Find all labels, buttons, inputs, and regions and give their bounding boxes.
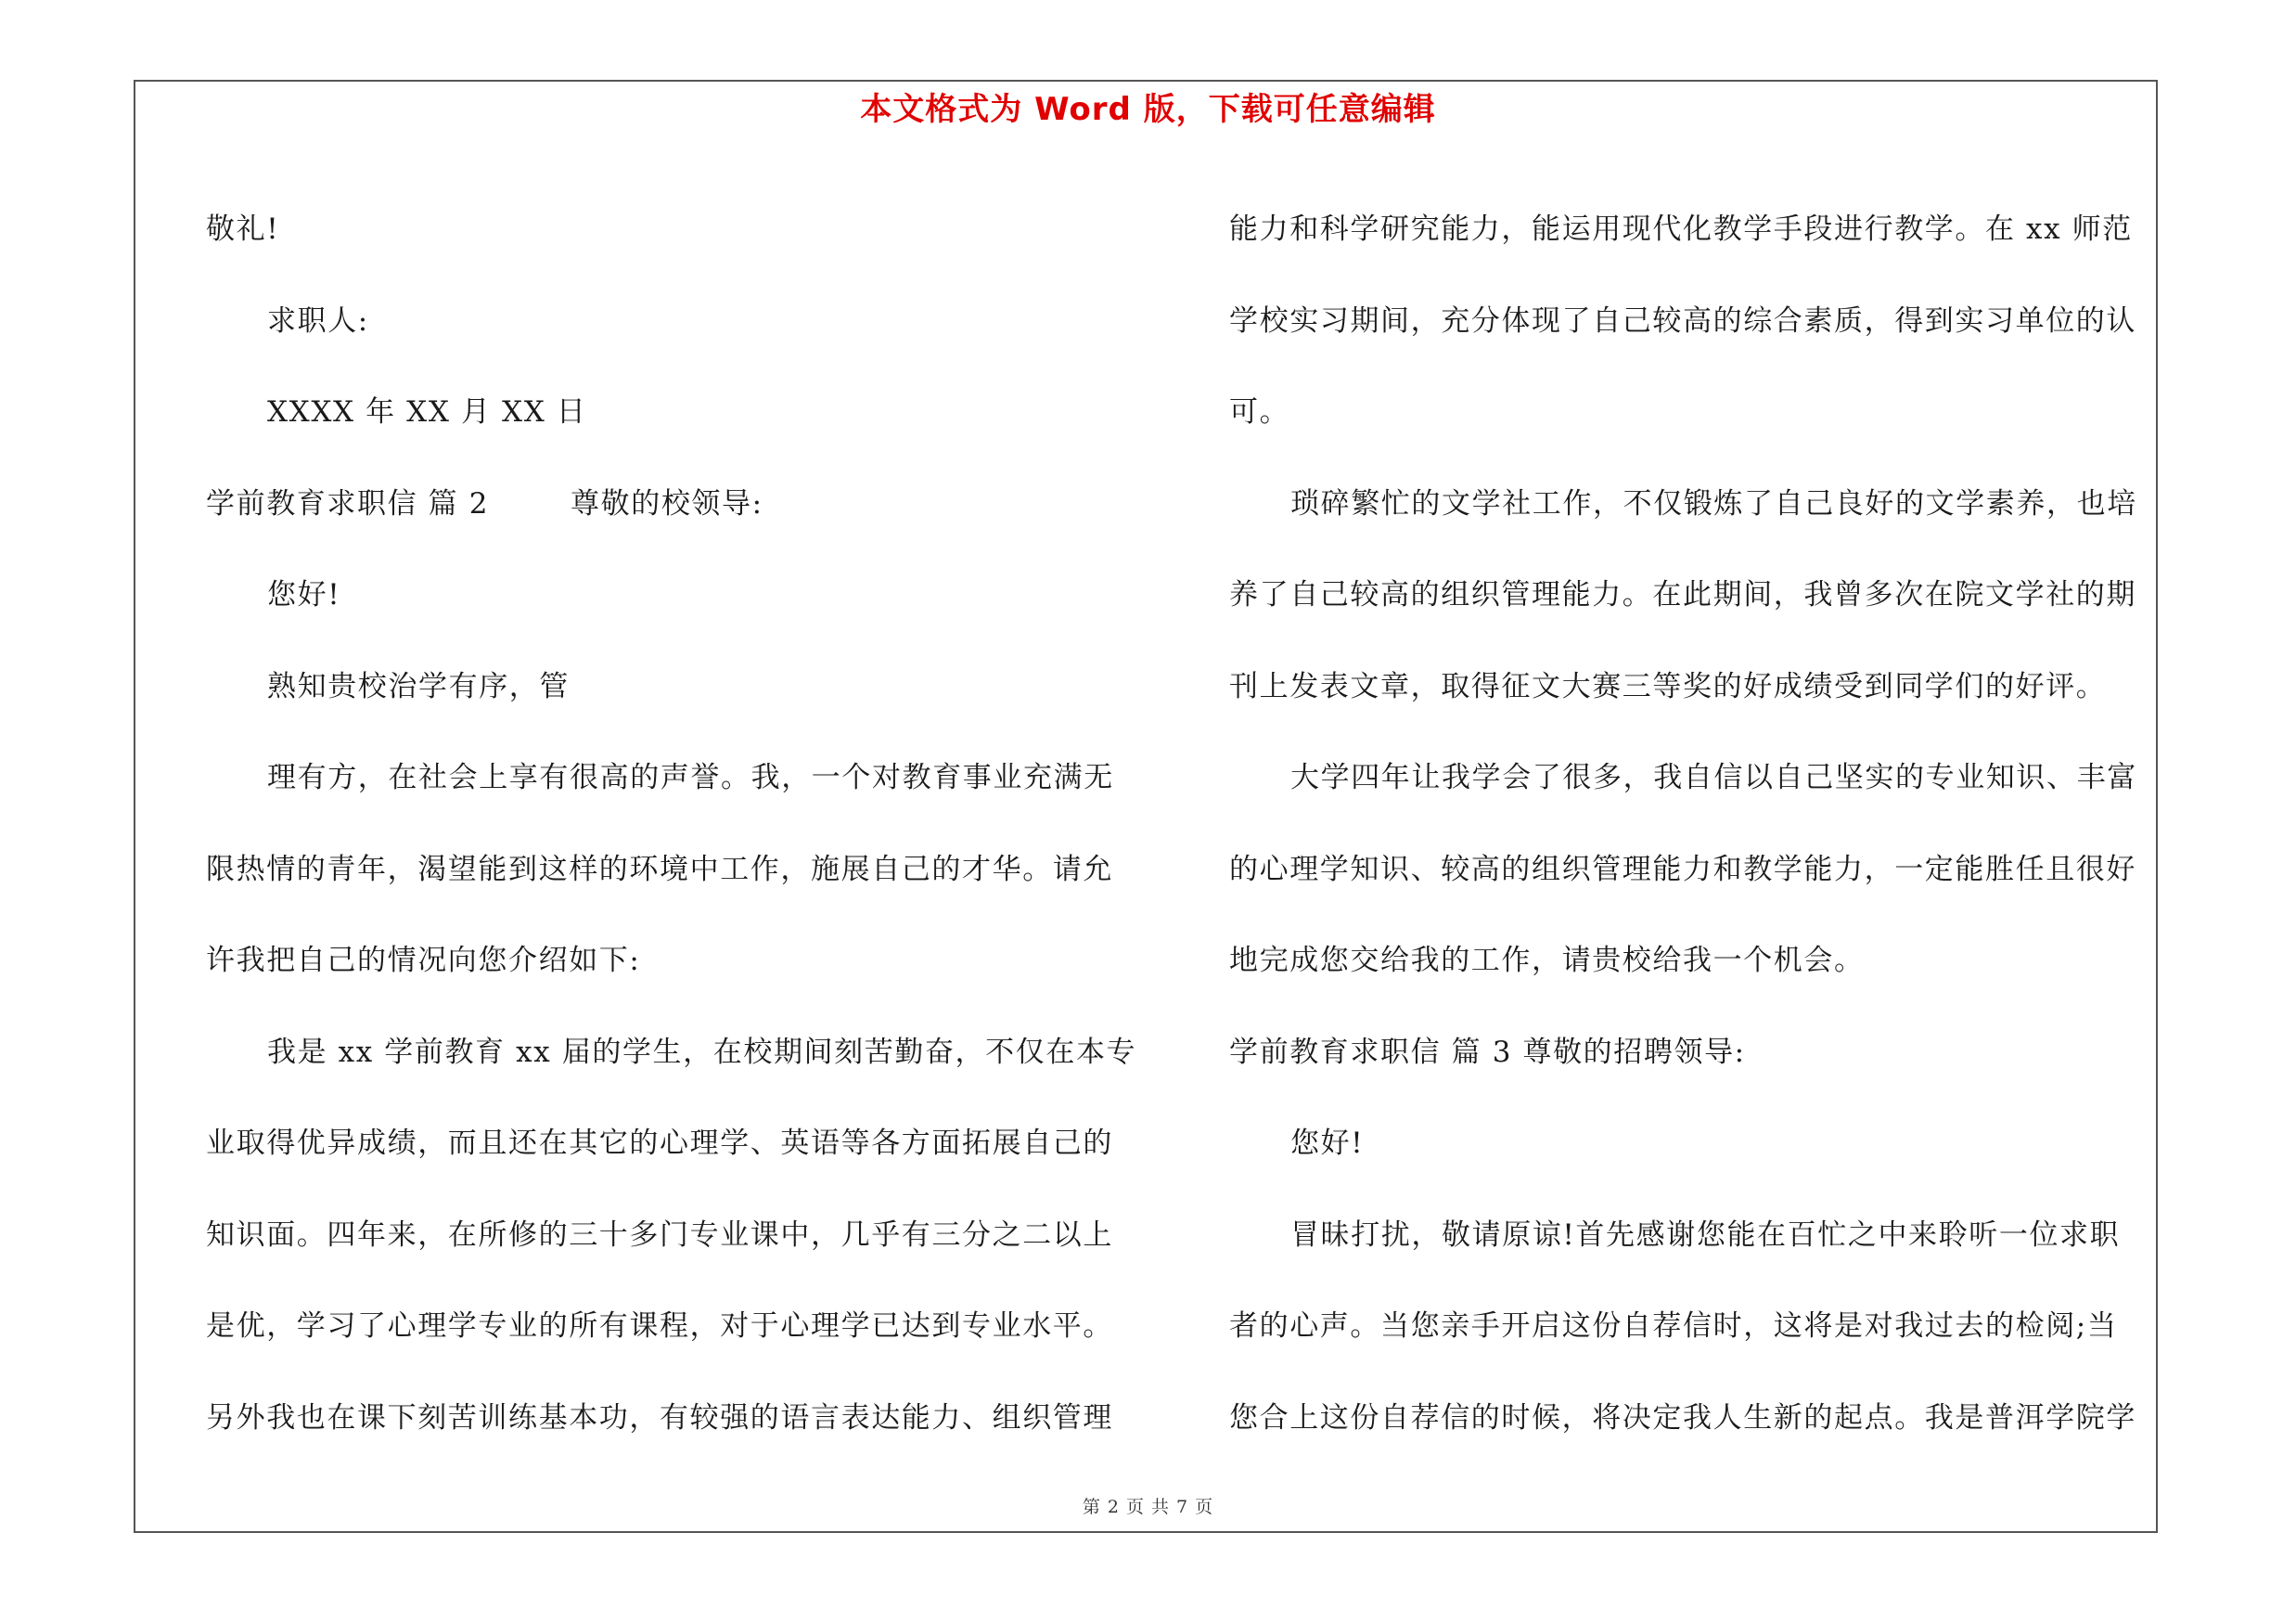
text-line: 熟知贵校治学有序，管: [267, 669, 570, 703]
text-line: 学校实习期间，充分体现了自己较高的综合素质，得到实习单位的认: [1229, 303, 2136, 338]
text-line: 者的心声。当您亲手开启这份自荐信时，这将是对我过去的检阅;当: [1229, 1309, 2118, 1343]
text-line: 您好!: [1290, 1127, 1365, 1160]
text-line: 许我把自己的情况向您介绍如下:: [206, 944, 641, 977]
text-line: XXXX 年 XX 月 XX 日: [267, 395, 587, 429]
text-line: 另外我也在课下刻苦训练基本功，有较强的语言表达能力、组织管理: [206, 1400, 1113, 1435]
right-text-column: [1229, 184, 2157, 1463]
salutation: 尊敬的校领导:: [571, 486, 763, 521]
format-notice-banner: 本文格式为 Word 版，下载可任意编辑: [860, 91, 1436, 128]
text-line: 您好!: [267, 578, 341, 612]
text-line: 养了自己较高的组织管理能力。在此期间，我曾多次在院文学社的期: [1229, 578, 2136, 612]
text-line: 业取得优异成绩，而且还在其它的心理学、英语等各方面拓展自己的: [206, 1127, 1113, 1160]
text-line: 地完成您交给我的工作，请贵校给我一个机会。: [1229, 944, 1865, 977]
text-line: 是优，学习了心理学专业的所有课程，对于心理学已达到专业水平。: [206, 1309, 1113, 1343]
text-line: 理有方，在社会上享有很高的声誉。我，一个对教育事业充满无: [267, 761, 1114, 794]
text-line: 刊上发表文章，取得征文大赛三等奖的好成绩受到同学们的好评。: [1229, 669, 2107, 703]
text-line: 冒昧打扰，敬请原谅!首先感谢您能在百忙之中来聆听一位求职: [1290, 1217, 2121, 1252]
text-line: 知识面。四年来，在所修的三十多门专业课中，几乎有三分之二以上: [206, 1217, 1113, 1252]
text-line: 琐碎繁忙的文学社工作，不仅锻炼了自己良好的文学素养，也培: [1290, 486, 2137, 521]
section-heading-line: [206, 458, 1134, 550]
text-line: 可。: [1229, 395, 1290, 429]
page-number-footer: 第 2 页 共 7 页: [1082, 1497, 1214, 1517]
text-line: 限热情的青年，渴望能到这样的环境中工作，施展自己的才华。请允: [206, 852, 1113, 886]
text-line: 敬礼!: [206, 213, 280, 246]
text-line: 我是 xx 学前教育 xx 届的学生，在校期间刻苦勤奋，不仅在本专: [267, 1035, 1137, 1069]
text-line: 的心理学知识、较高的组织管理能力和教学能力，一定能胜任且很好: [1229, 852, 2136, 886]
text-line: 您合上这份自荐信的时候，将决定我人生新的起点。我是普洱学院学: [1229, 1400, 2136, 1435]
text-line: 大学四年让我学会了很多，我自信以自己坚实的专业知识、丰富: [1290, 761, 2137, 794]
text-line: 求职人:: [267, 303, 369, 338]
section-heading: 学前教育求职信 篇 3 尊敬的招聘领导:: [1229, 1035, 1746, 1069]
text-line: 能力和科学研究能力，能运用现代化教学手段进行教学。在 xx 师范: [1229, 213, 2133, 246]
section-heading: 学前教育求职信 篇 2: [206, 486, 490, 521]
left-text-column: [206, 184, 1137, 1463]
